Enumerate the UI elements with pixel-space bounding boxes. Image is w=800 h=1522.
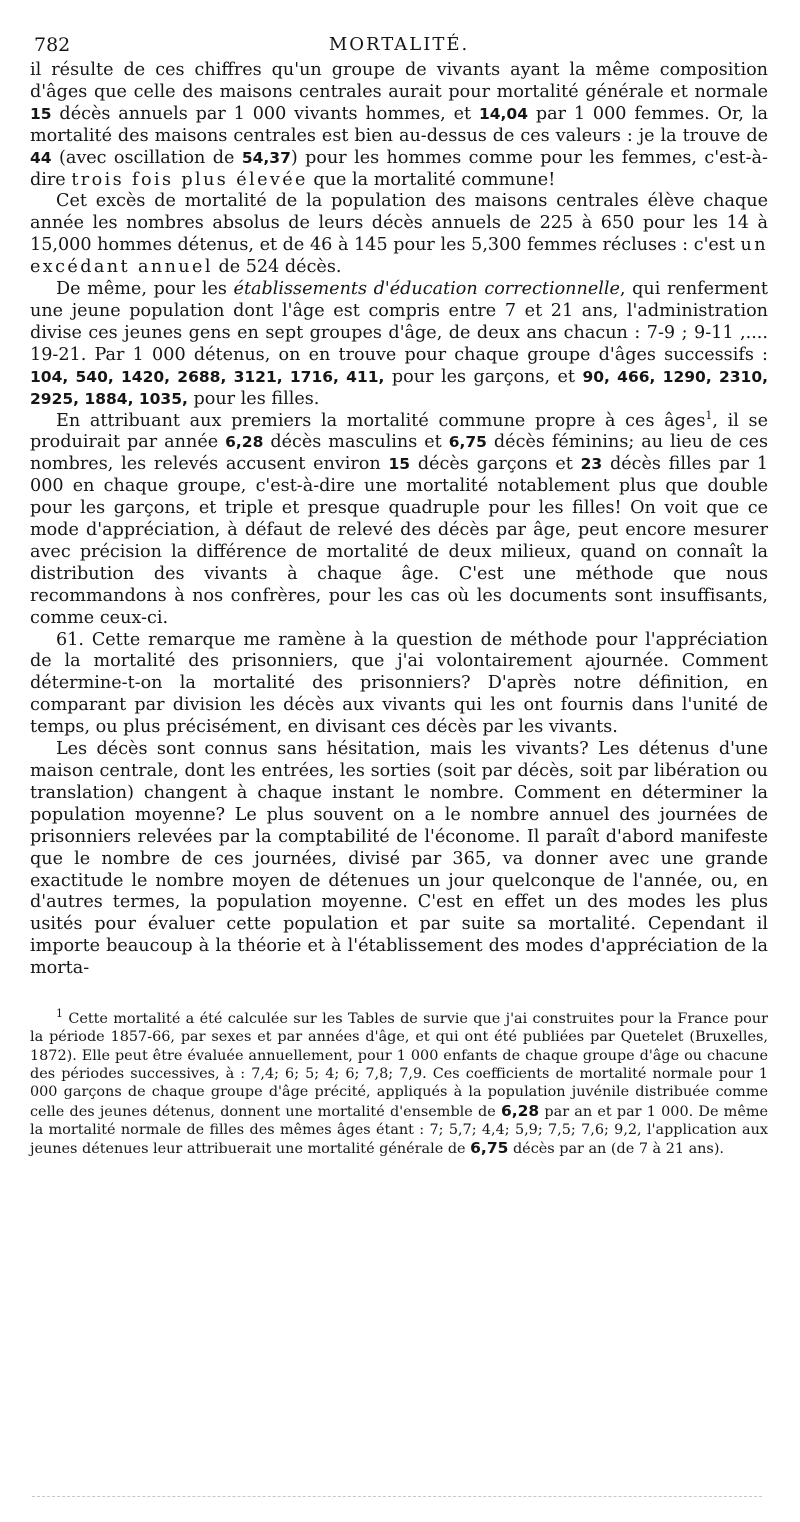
body-text (30, 60, 768, 980)
figure-value: 6,28 (225, 433, 264, 452)
boys-age-distribution: 104, 540, 1420, 2688, 3121, 1716, 411, (30, 367, 385, 386)
footnote-mark: 1 (56, 1007, 63, 1021)
figure-value: 15 (388, 455, 411, 474)
footnotes (30, 1007, 768, 1158)
figure-value: 6,75 (448, 433, 487, 452)
emphasis-spaced: un excédant annuel (30, 235, 768, 278)
figure-value: 6,75 (470, 1139, 509, 1158)
page-number: 782 (34, 34, 71, 56)
paragraph-6: Les décès sont connus sans hésitation, mais les vivants? Les détenus d'une maison centrale, dont les entrées, les sorties (soit par décès, soit par libération ou translation) changent à chaque instant le nombre. Comment en déterminer la population moyenne? Le plus souvent on a le nombre annuel des journées de prisonniers relevées par la comptabilité de l'économe. Il paraît d'abord manifeste que le nombre de ces journées, divisé par 365, va donner avec une grande exactitude le nombre moyen de détenues un jour quelconque de l'année, ou, en d'autres termes, la population moyenne. C'est en effet un des modes les plus usités pour évaluer cette population et par suite sa mortalité. Cependant il importe beaucoup à la théorie et à l'établissement des modes d'appréciation de la morta- (30, 739, 768, 979)
figure-value: 15 (30, 104, 52, 123)
paragraph-4: En attribuant aux premiers la mortalité commune propre à ces âges$^1$, il se produirait par année 6,28 décès masculins et 6,75 décès féminins; au lieu de ces nombres, les relevés accusent environ 15 décès garçons et 23 décès filles par 1 000 en chaque groupe, c'est-à-dire une mortalité notablement plus que double pour les garçons, et triple et presque quadruple pour les filles! On voit que ce mode d'appréciation, à défaut de relevé des décès par âge, peut encore mesurer avec précision la différence de mortalité de deux milieux, quand on connaît la distribution des vivants à chaque âge. C'est une méthode que nous recommandons à nos confrères, pour les cas où les documents sont insuffisants, comme ceux-ci. (30, 408, 769, 628)
emphasis-spaced: trois fois plus élevée (71, 169, 308, 190)
footnote-reference: 1 (705, 408, 713, 422)
page-bottom-rule (32, 1496, 762, 1497)
figure-value: 54,37 (241, 148, 291, 167)
paragraph-5: 61. Cette remarque me ramène à la question de méthode pour l'appréciation de la mortalité des prisonniers, que j'ai volontairement ajournée. Comment détermine-t-on la mortalité des prisonniers? D'après notre définition, en comparant par division les décès aux vivants qui les ont fournis dans l'unité de temps, ou plus précisément, en divisant ces décès par les vivants. (30, 629, 768, 738)
emphasis-italic: établissements d'éducation correctionnelle (233, 279, 620, 300)
paragraph-2: Cet excès de mortalité de la population des maisons centrales élève chaque année les nombres absolus de leurs décès annuels de 225 à 650 pour les 14 à 15,000 hommes détenus, et de 46 à 145 pour les 5,300 femmes récluses : c'est un excédant annuel de 524 décès. (30, 191, 768, 278)
figure-value: 6,28 (500, 1101, 540, 1120)
figure-value: 14,04 (478, 104, 528, 123)
paragraph-1: il résulte de ces chiffres qu'un groupe de vivants ayant la même composition d'âges que celle des maisons centrales aurait pour mortalité générale et normale 15 décès annuels par 1 000 vivants hommes, et 14,04 par 1 000 femmes. Or, la mortalité des maisons centrales est bien au-dessus de ces valeurs : je la trouve de 44 (avec oscillation de 54,37) pour les hommes comme pour les femmes, c'est-à-dire trois fois plus élevée que la mortalité commune! (30, 60, 768, 190)
running-title: MORTALITÉ. (328, 34, 470, 55)
girls-age-distribution: 90, 466, 1290, 2310, 2925, 1884, 1035, (30, 367, 769, 408)
page-header (30, 28, 768, 60)
figure-value: 23 (580, 455, 603, 474)
paragraph-3: De même, pour les établissements d'éducation correctionnelle, qui renferment une jeune population dont l'âge est compris entre 7 et 21 ans, l'administration divise ces jeunes gens en sept groupes d'âge, de deux ans chacun : 7-9 ; 9-11 ,.... 19-21. Par 1 000 détenus, on en trouve pour chaque groupe d'âges successifs : 104, 540, 1420, 2688, 3121, 1716, 411, pour les garçons, et 90, 466, 1290, 2310, 2925, 1884, 1035, pour les filles. (30, 279, 769, 409)
figure-value: 44 (30, 148, 52, 167)
footnote-1: $^1$ Cette mortalité a été calculée sur les Tables de survie que j'ai construites pour la France pour la période 1857-66, par sexes et par années d'âge, et qui ont été publiées par Quetelet (Bruxelles, 1872). Elle peut être évaluée annuellement, pour 1 000 enfants de chaque groupe d'âge ou chacune des périodes successives, à : 7,4; 6; 5; 4; 6; 7,8; 7,9. Ces coefficients de mortalité normale pour 1 000 garçons de chaque groupe d'âge précité, appliqués à la population juvénile distribuée comme celle des jeunes détenus, donnent une mortalité d'ensemble de 6,28 par an et par 1 000. De même la mortalité normale de filles des mêmes âges étant : 7; 5,7; 4,4; 5,9; 7,5; 7,6; 9,2, l'application aux jeunes détenues leur attribuerait une mortalité générale de 6,75 décès par an (de 7 à 21 ans). (30, 1007, 768, 1158)
